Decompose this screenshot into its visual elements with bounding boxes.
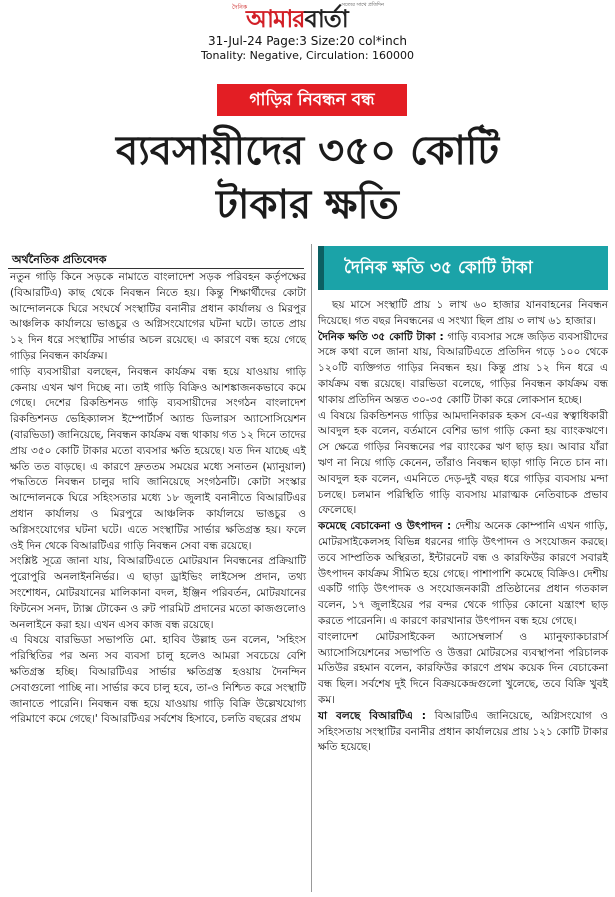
section-lead: কমেছে বেচাকেনা ও উৎপাদন : xyxy=(318,520,452,533)
clip-meta-tonality: Tonality: Negative, Circulation: 160000 xyxy=(200,49,415,62)
logo-tagline: সত্যের সাথে প্রতিদিন xyxy=(341,2,384,8)
paragraph: গাড়ি ব্যবসায়ীরা বলছেন, নিবন্ধন কার্যক্রম বন্ধ হয়ে যাওয়ায় গাড়ি কেনায় এখন ঋণ দিচ্ছে না। তাই গাড়ি বিক্রিও আশঙ্কাজনকভাবে কমে গেছে। দেশের রিকন্ডিশনড গাড়ি ব্যবসায়ীদের সংগঠন বাংলাদেশ রিকন্ডিশনড ভেহিক্যালস ইম্পোর্টার্স অ্যান্ড ডিলারস অ্যাসোসিয়েশন (বারভিডা) জানিয়েছে, নিবন্ধন কার্যক্রম বন্ধ থাকায় গত ১২ দিনে তাদের প্রায় ৩৫০ কোটি টাকার মতো ব্যবসার ক্ষতি হয়েছে। যত দিন যাচ্ছে এই ক্ষতি তত বাড়ছে। এ কারণে দ্রুততম সময়ের মধ্যে সনাতন (ম্যানুয়াল) পদ্ধতিতে নিবন্ধন চালুর দাবি জানিয়েছে সংগঠনটি। কোটা সংস্কার আন্দোলনকে ঘিরে সহিংসতার মধ্যে ১৮ জুলাই বনানীতে বিআরটিএর প্রধান কার্যালয় ও মিরপুরে আঞ্চলিক কার্যালয়ে ভাঙচুর ও অগ্নিসংযোগের ঘটনা ঘটে। এতে সংস্থাটির সার্ভার ক্ষতিগ্রস্ত হয়। ফলে ওই দিন থেকে বিআরটিএর গাড়ি নিবন্ধন সেবা বন্ধ রয়েছে। xyxy=(10,365,306,552)
kicker-label: গাড়ির নিবন্ধন বন্ধ xyxy=(217,84,407,116)
logo-part-one: আমার xyxy=(246,5,305,33)
clip-meta-page: 31-Jul-24 Page:3 Size:20 col*inch xyxy=(208,34,407,48)
column-divider xyxy=(311,244,312,892)
byline-rule xyxy=(8,268,304,269)
logo-small-text: দৈনিক xyxy=(232,4,248,11)
paragraph: ছয় মাসে সংস্থাটি প্রায় ১ লাখ ৬০ হাজার যানবাহনের নিবন্ধন দিয়েছে। গত বছর নিবন্ধনের এ সংখ্যা ছিল প্রায় ৩ লাখ ৬১ হাজার। xyxy=(318,299,608,327)
headline-line-1: ব্যবসায়ীদের ৩৫০ কোটি xyxy=(115,127,500,174)
byline: অর্থনৈতিক প্রতিবেদক xyxy=(12,253,107,266)
newspaper-logo xyxy=(232,2,384,32)
section-lead: যা বলছে বিআরটিএ : xyxy=(318,709,427,722)
paragraph xyxy=(318,330,608,409)
subhead-accent-bar xyxy=(318,246,324,290)
paragraph: এ বিষয়ে রিকন্ডিশনড গাড়ির আমদানিকারক হকস বে-এর স্বত্বাধিকারী আবদুল হক বলেন, বর্তমানে বেশির ভাগ গাড়ি কেনা হয় ব্যাংকঋণে। সে ক্ষেত্রে গাড়ির নিবন্ধনের পর ব্যাংকের ঋণ ছাড় হয়। আবার যাঁরা ঋণ না নিয়ে গাড়ি কেনেন, তাঁরাও নিবন্ধন ছাড়া গাড়ি নিতে চান না। আবদুল হক বলেন, এমনিতে দেড়-দুই বছর ধরে গাড়ির ব্যবসায় মন্দা চলছে। চলমান পরিস্থিতি গাড়ি ব্যবসায় মারাত্মক নেতিবাচক প্রভাব ফেলেছে। xyxy=(318,409,608,517)
left-column xyxy=(10,270,306,728)
section-lead: দৈনিক ক্ষতি ৩৫ কোটি টাকা : xyxy=(318,330,444,343)
article-headline xyxy=(40,124,575,232)
paragraph xyxy=(318,519,608,630)
byline-block xyxy=(8,244,304,270)
headline-line-2: টাকার ক্ষতি xyxy=(216,181,399,228)
logo-wordmark xyxy=(246,6,348,32)
paragraph: নতুন গাড়ি কিনে সড়কে নামাতে বাংলাদেশ সড়ক পরিবহন কর্তৃপক্ষের (বিআরটিএ) কাছ থেকে নিবন্ধন নিতে হয়। কিন্তু শিক্ষার্থীদের কোটা আন্দোলনকে ঘিরে সংঘর্ষে সংস্থাটির বনানীর প্রধান কার্যালয় ও মিরপুর আঞ্চলিক কার্যালয়ে ভাঙচুর ও অগ্নিসংযোগের ঘটনা ঘটে। তাতে প্রায় ১২ দিন ধরে সংস্থাটির সার্ভার অচল রয়েছে। এ কারণে বন্ধ হয়ে গেছে গাড়ির নিবন্ধন কার্যক্রম। xyxy=(10,271,306,362)
subhead-text: দৈনিক ক্ষতি ৩৫ কোটি টাকা xyxy=(344,258,533,278)
paragraph-text: বিআরটিএ জানিয়েছে, অগ্নিসংযোগ ও সহিংসতায় সংস্থাটির বনানীর প্রধান কার্যালয়ের প্রায় ১২১ কোটি টাকার ক্ষতি হয়েছে। xyxy=(318,709,608,754)
right-column xyxy=(318,298,608,756)
paragraph-text: গাড়ি ব্যবসার সঙ্গে জড়িত ব্যবসায়ীদের সঙ্গে কথা বলে জানা যায়, বিআরটিএতে প্রতিদিন গড়ে ১০০ থেকে ১২০টি ব্যক্তিগত গাড়ির নিবন্ধন হয়। কিন্তু প্রায় ১২ দিন ধরে এ কার্যক্রম বন্ধ রয়েছে। বারভিডা বলেছে, গাড়ির নিবন্ধন কার্যক্রম বন্ধ থাকায় প্রতিদিন অন্তত ৩০-৩৫ কোটি টাকা করে লোকসান হচ্ছে। xyxy=(318,330,608,406)
paragraph xyxy=(318,709,608,756)
subhead-banner xyxy=(318,246,608,290)
paragraph: এ বিষয়ে বারভিডা সভাপতি মো. হাবিব উল্লাহ ডন বলেন, 'সহিংস পরিস্থিতির পর অন্য সব ব্যবসা চালু হলেও আমরা সবচেয়ে বেশি ক্ষতিগ্রস্ত হচ্ছি। বিআরটিএর সার্ভার ক্ষতিগ্রস্ত হওয়ায় দৈনন্দিন সেবাগুলো পাচ্ছি না। সার্ভার কবে চালু হবে, তা-ও নিশ্চিত করে সংস্থাটি জানাতে পারেনি। নিবন্ধন বন্ধ হয়ে যাওয়ায় গাড়ি বিক্রি উল্লেখযোগ্য পরিমাণে কমে গেছে।' বিআরটিএর সর্বশেষ হিসাবে, চলতি বছরের প্রথম xyxy=(10,634,306,726)
paragraph-text: দেশীয় অনেক কোম্পানি এখন গাড়ি, মোটরসাইকেলসহ বিভিন্ন ধরনের গাড়ি উৎপাদন ও সংযোজন করছে। তবে সাম্প্রতিক অস্থিরতা, ইন্টারনেট বন্ধ ও কারফিউর কারণে সবারই উৎপাদন কার্যক্রম সীমিত হয়ে গেছে। পাশাপাশি কমেছে বিক্রিও। দেশীয় একটি গাড়ি উৎপাদক ও সংযোজনকারী প্রতিষ্ঠানের প্রধান গতকাল বলেন, ১৭ জুলাইয়ের পর বন্দর থেকে গাড়ির কোনো যন্ত্রাংশ ছাড় করতে পারেননি। এ কারণে কারখানার উৎপাদন বন্ধ হয়ে গেছে। xyxy=(318,520,609,627)
masthead xyxy=(0,0,615,72)
paragraph: বাংলাদেশ মোটরসাইকেল অ্যাসেম্বলার্স ও ম্যানুফ্যাকচারার্স অ্যাসোসিয়েশনের সভাপতি ও উত্তরা মোটরসের ব্যবস্থাপনা পরিচালক মতিউর রহমান বলেন, কারফিউর কারণে প্রথম কয়েক দিন বেচাকেনা বন্ধ ছিল। সর্বশেষ দুই দিনে বিক্রয়কেন্দ্রগুলো খুলেছে, তবে বিক্রি খুবই কম। xyxy=(318,630,608,706)
paragraph: সংশ্লিষ্ট সূত্রে জানা যায়, বিআরটিএতে মোটরযান নিবন্ধনের প্রক্রিয়াটি পুরোপুরি অনলাইননির্ভর। এ ছাড়া ড্রাইভিং লাইসেন্স প্রদান, তথ্য সংশোধন, মোটরযানের মালিকানা বদল, ইঞ্জিন পরিবর্তন, মোটরযানের ফিটনেস সনদ, ট্যাক্স টোকেন ও রুট পারমিট প্রদানের মতো কাজগুলোও অনলাইনে করা হয়। এখন এসব কাজ বন্ধ রয়েছে। xyxy=(10,555,306,631)
logo-part-two: বার্তা xyxy=(304,5,348,33)
